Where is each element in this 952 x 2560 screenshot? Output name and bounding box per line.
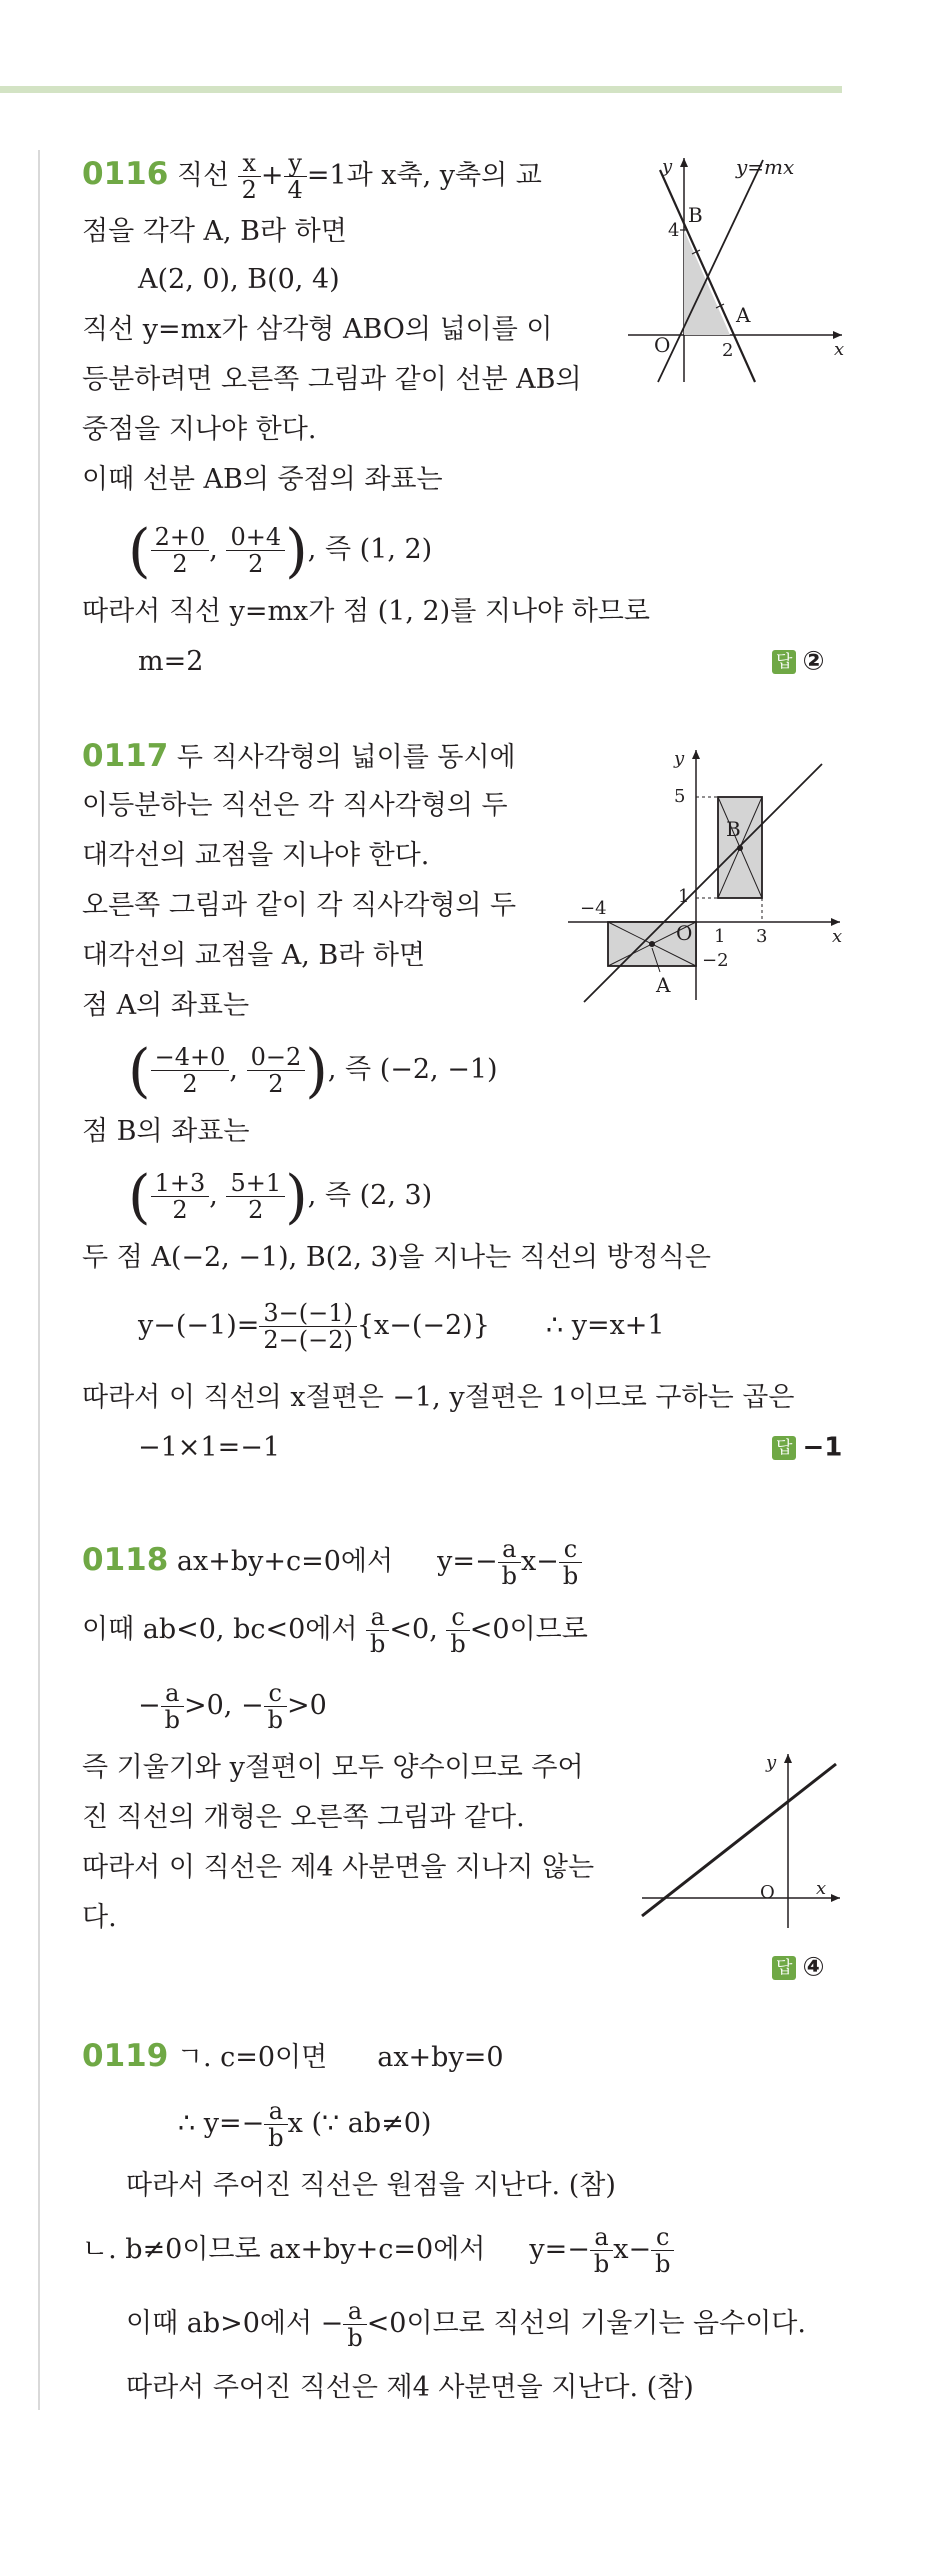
origin-label: O [760,1882,775,1903]
text-line: 진 직선의 개형은 오른쪽 그림과 같다. [82,1802,525,1833]
text-line: 두 점 A(−2, −1), B(2, 3)을 지나는 직선의 방정식은 [82,1242,711,1273]
text-line: ∴ y=− $\frac{a}{b}$ x (∵ ab≠0) [178,2097,432,2152]
answer-badge: 답 [772,650,796,674]
header-accent-bar [0,86,842,93]
axis-label-x: x [816,1878,827,1899]
text-line: 이때 선분 AB의 중점의 좌표는 [82,464,443,495]
left-margin-rule [38,150,40,2410]
problem-number: 0118 [82,1542,169,1578]
axis-label-y: y [674,748,685,769]
text-line: 대각선의 교점을 지나야 한다. [82,840,430,871]
text-line: A(2, 0), B(0, 4) [138,264,340,295]
text-line: 따라서 주어진 직선은 원점을 지난다. (참) [126,2170,616,2201]
text-line: m=2 [138,646,204,677]
answer-box: 답 ② [772,646,824,677]
point-a-formula: ( $\frac{-4+0}{2}$ , $\frac{0-2}{2}$ ), 즉 (−2, −1) [128,1036,498,1105]
text-line: 즉 기울기와 y절편이 모두 양수이므로 주어 [82,1752,584,1783]
text-line: − $\frac{a}{b}$ >0, − $\frac{c}{b}$ >0 [138,1679,327,1734]
text-line: 이등분하는 직선은 각 직사각형의 두 [82,790,508,821]
tick-label: −4 [580,898,607,919]
origin-label: O [676,921,693,945]
tick-label: 3 [756,926,768,947]
text-line: 점 A의 좌표는 [82,990,250,1021]
axis-label-y: y [766,1752,777,1773]
answer-badge: 답 [772,1956,796,1980]
text-line: 따라서 주어진 직선은 제4 사분면을 지난다. (참) [126,2372,694,2403]
point-b-formula: ( $\frac{1+3}{2}$ , $\frac{5+1}{2}$ ), 즉 (2, 3) [128,1162,433,1231]
tick-label: 5 [674,786,686,807]
text-line: 대각선의 교점을 A, B라 하면 [82,940,426,971]
problem-0116-line-1: 0116 직선 $\frac{x}{2}$ + $\frac{y}{4}$ =1과 x축, y축의 교 [82,149,542,204]
answer-box: 답 −1 [772,1432,842,1463]
text-line: 직선 y=mx가 삼각형 ABO의 넓이를 이 [82,314,553,345]
text-line: 중점을 지나야 한다. [82,414,317,445]
point-label-b: B [726,817,741,841]
text-line: 다. [82,1902,117,1933]
text-line: 오른쪽 그림과 같이 각 직사각형의 두 [82,890,517,921]
problem-0118-line-1: 0118 ax+by+c=0에서 y=− $\frac{a}{b}$ x− $\frac{c}{b}$ [82,1530,582,1592]
midpoint-formula: ( $\frac{2+0}{2}$ , $\frac{0+4}{2}$ ), 즉 (1, 2) [128,516,433,585]
text-line: 따라서 직선 y=mx가 점 (1, 2)를 지나야 하므로 [82,596,650,627]
text-line: ㄴ. b≠0이므로 ax+by+c=0에서 y=− $\frac{a}{b}$ x− $\frac{c}{b}$ [82,2220,674,2280]
tick-label: 1 [714,926,726,947]
problem-0117-line-1: 0117 두 직사각형의 넓이를 동시에 [82,738,516,774]
text-line: 이때 ab>0에서 − $\frac{a}{b}$ <0이므로 직선의 기울기는 음수이다. [126,2297,806,2352]
axis-label-x: x [832,926,843,947]
text-line: 이때 ab<0, bc<0에서 $\frac{a}{b}$ <0, $\frac{c}{b}$ <0이므로 [82,1603,588,1658]
figure-0116 [620,150,852,388]
text-line: 점을 각각 A, B라 하면 [82,216,347,247]
text-line: 따라서 이 직선의 x절편은 −1, y절편은 1이므로 구하는 곱은 [82,1382,795,1413]
figure-0118 [636,1748,848,1934]
tick-label: −2 [702,950,729,971]
problem-number: 0119 [82,2038,169,2074]
figure-0117 [560,742,850,1004]
tick-label: 1 [678,886,690,907]
axis-label-y: y [662,156,673,177]
axis-label-x: x [834,339,845,360]
problem-number: 0117 [82,738,169,774]
tick-label: 2 [722,340,734,361]
point-label-a: A [736,303,751,327]
problem-0119-line-1: 0119 ㄱ. c=0이면 ax+by=0 [82,2038,504,2074]
origin-label: O [654,333,671,357]
point-label-a: A [656,973,671,997]
line-equation: y−(−1)= $\frac{3-(-1)}{2-(-2)}$ {x−(−2)} ∴ y=x+1 [138,1299,665,1354]
text-line: 등분하려면 오른쪽 그림과 같이 선분 AB의 [82,364,582,395]
text-line: 따라서 이 직선은 제4 사분면을 지나지 않는 [82,1852,595,1883]
text-line: −1×1=−1 [138,1432,281,1463]
tick-label: 4 [668,220,680,241]
text-line: 점 B의 좌표는 [82,1116,250,1147]
answer-box: 답 ④ [772,1952,824,1983]
answer-badge: 답 [772,1436,796,1460]
line-label: y=mx [736,155,795,179]
point-label-b: B [688,203,703,227]
problem-number: 0116 [82,156,169,192]
